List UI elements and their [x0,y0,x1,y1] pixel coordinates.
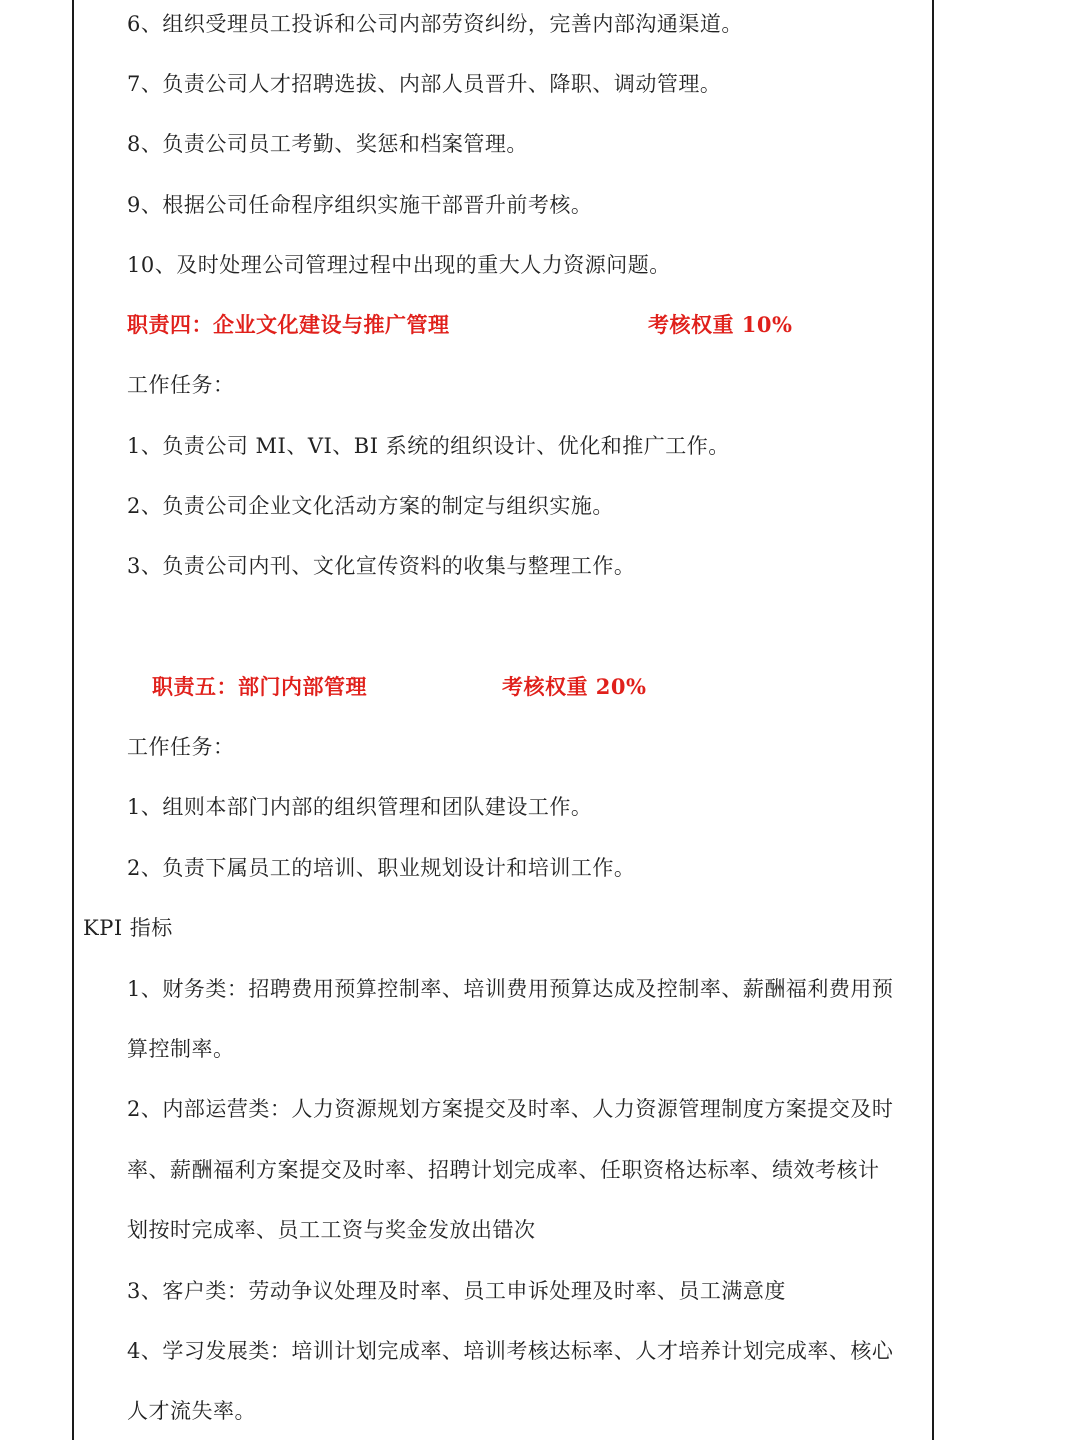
duty4-task-1: 1、负责公司 MI、VI、BI 系统的组织设计、优化和推广工作。 [127,434,730,458]
duty3-task-10: 10、及时处理公司管理过程中出现的重大人力资源问题。 [127,253,671,277]
kpi-line-2: 算控制率。 [127,1037,235,1061]
duty5-tasks-label: 工作任务： [127,735,235,759]
duty5-task-2: 2、负责下属员工的培训、职业规划设计和培训工作。 [127,856,636,880]
kpi-line-1: 1、财务类：招聘费用预算控制率、培训费用预算达成及控制率、薪酬福利费用预 [127,977,894,1001]
duty4-task-2: 2、负责公司企业文化活动方案的制定与组织实施。 [127,494,614,518]
duty4-task-3: 3、负责公司内刊、文化宣传资料的收集与整理工作。 [127,554,636,578]
kpi-heading: KPI 指标 [83,916,173,940]
kpi-line-6: 3、客户类：劳动争议处理及时率、员工申诉处理及时率、员工满意度 [127,1279,786,1303]
duty5-title: 职责五：部门内部管理 [152,674,367,699]
duty4-weight: 考核权重 10% [648,312,793,337]
kpi-line-5: 划按时完成率、员工工资与奖金发放出错次 [127,1218,536,1242]
duty3-task-9: 9、根据公司任命程序组织实施干部晋升前考核。 [127,193,593,217]
duty5-weight: 考核权重 20% [502,674,647,699]
duty3-task-7: 7、负责公司人才招聘选拔、内部人员晋升、降职、调动管理。 [127,72,722,96]
duty3-task-8: 8、负责公司员工考勤、奖惩和档案管理。 [127,132,528,156]
duty4-tasks-label: 工作任务： [127,373,235,397]
duty3-task-6: 6、组织受理员工投诉和公司内部劳资纠纷，完善内部沟通渠道。 [127,12,743,36]
kpi-line-7: 4、学习发展类：培训计划完成率、培训考核达标率、人才培养计划完成率、核心 [127,1339,894,1363]
kpi-line-4: 率、薪酬福利方案提交及时率、招聘计划完成率、任职资格达标率、绩效考核计 [127,1158,880,1182]
kpi-line-8: 人才流失率。 [127,1399,256,1423]
duty4-title: 职责四：企业文化建设与推广管理 [127,312,450,337]
duty5-task-1: 1、组则本部门内部的组织管理和团队建设工作。 [127,795,593,819]
kpi-line-3: 2、内部运营类：人力资源规划方案提交及时率、人力资源管理制度方案提交及时 [127,1097,894,1121]
